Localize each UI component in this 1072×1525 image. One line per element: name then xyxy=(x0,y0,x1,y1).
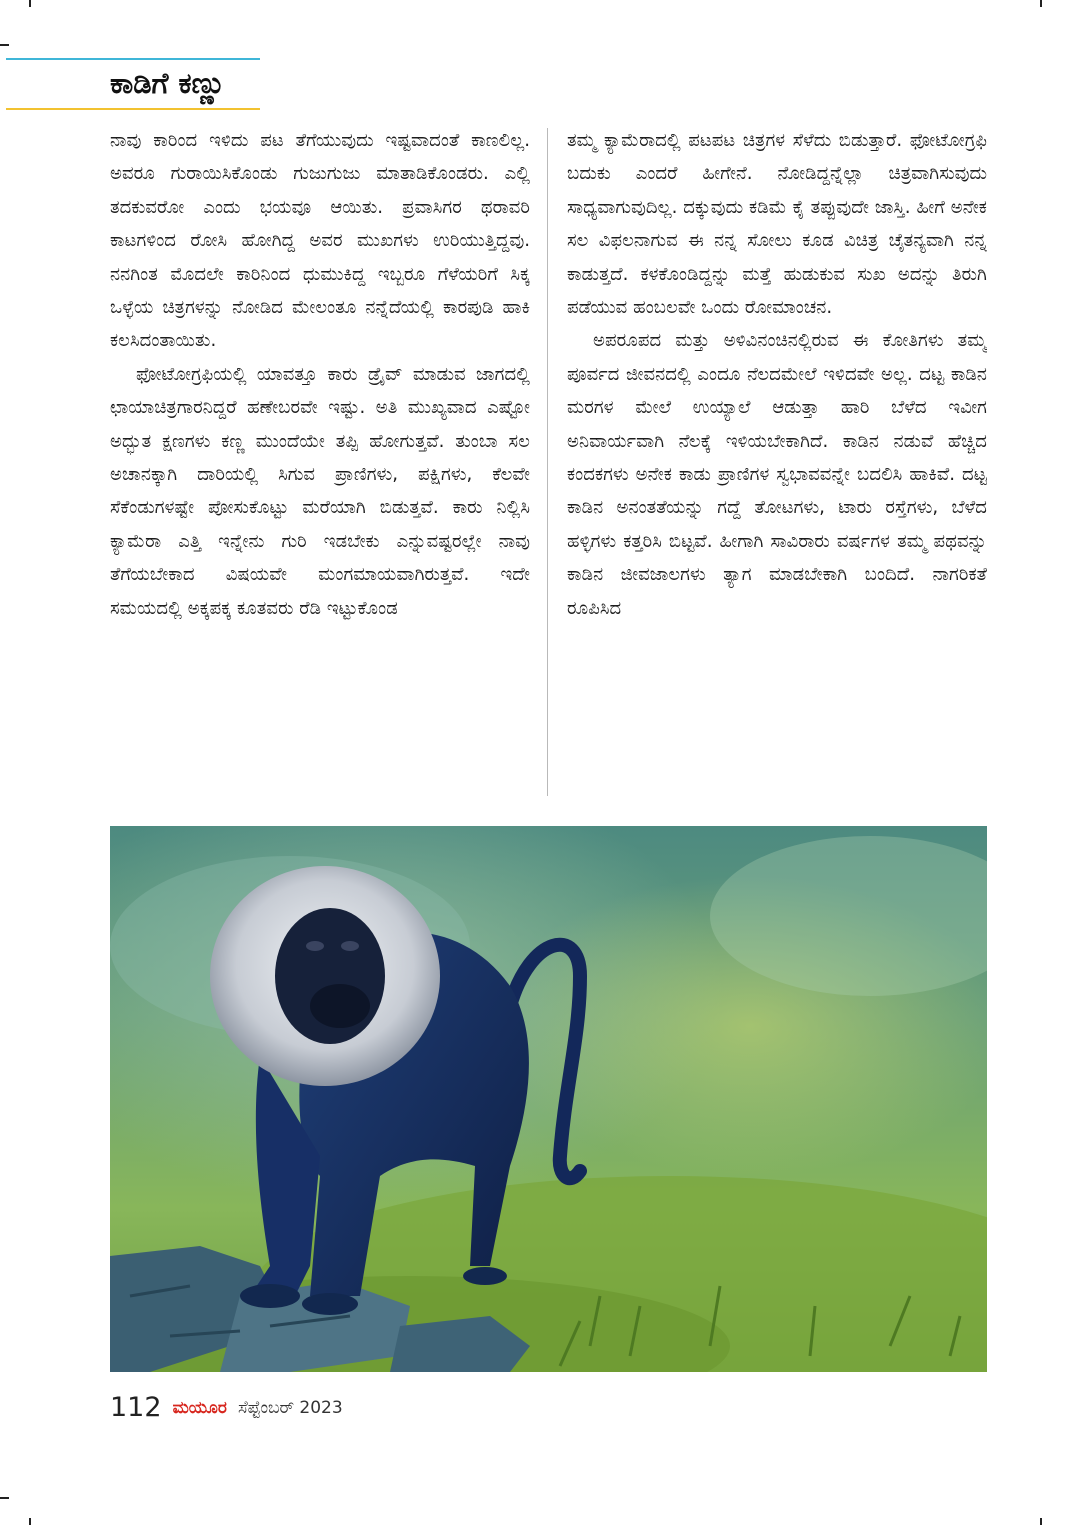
crop-mark xyxy=(29,0,31,7)
section-header xyxy=(0,58,260,110)
paragraph: ನಾವು ಕಾರಿಂದ ಇಳಿದು ಪಟ ತೆಗೆಯುವುದು ಇಷ್ಟವಾದಂತೆ ಕಾಣಲಿಲ್ಲ. ಅವರೂ ಗುರಾಯಿಸಿಕೊಂಡು ಗುಜುಗುಜು ಮಾತಾಡಿಕೊಂಡರು. ಎಲ್ಲಿ ತದಕುವರೋ ಎಂದು ಭಯವೂ ಆಯಿತು. ಪ್ರವಾಸಿಗರ ಥರಾವರಿ ಕಾಟಗಳಿಂದ ರೋಸಿ ಹೋಗಿದ್ದ ಅವರ ಮುಖಗಳು ಉರಿಯುತ್ತಿದ್ದವು. ನನಗಿಂತ ಮೊದಲೇ ಕಾರಿನಿಂದ ಧುಮುಕಿದ್ದ ಇಬ್ಬರೂ ಗೆಳೆಯರಿಗೆ ಸಿಕ್ಕ ಒಳ್ಳೆಯ ಚಿತ್ರಗಳನ್ನು ನೋಡಿದ ಮೇಲಂತೂ ನನ್ನೆದೆಯಲ್ಲಿ ಕಾರಪುಡಿ ಹಾಕಿ ಕಲಸಿದಂತಾಯಿತು. xyxy=(110,130,530,352)
column-divider xyxy=(547,128,548,796)
crop-mark xyxy=(0,44,9,46)
header-rule-bottom xyxy=(6,108,260,110)
magazine-name: ಮಯೂರ xyxy=(172,1397,227,1418)
header-rule-top xyxy=(6,58,260,60)
page-footer xyxy=(110,1392,343,1432)
page-number: 112 xyxy=(110,1392,162,1423)
crop-mark xyxy=(1040,1518,1042,1525)
paragraph: ತಮ್ಮ ಕ್ಯಾಮೆರಾದಲ್ಲಿ ಪಟಪಟ ಚಿತ್ರಗಳ ಸೆಳೆದು ಬಿಡುತ್ತಾರೆ. ಫೋಟೋಗ್ರಫಿ ಬದುಕು ಎಂದರೆ ಹೀಗೇನೆ. ನೋಡಿದ್ದನ್ನೆಲ್ಲಾ ಚಿತ್ರವಾಗಿಸುವುದು ಸಾಧ್ಯವಾಗುವುದಿಲ್ಲ. ದಕ್ಕುವುದು ಕಡಿಮೆ ಕೈ ತಪ್ಪುವುದೇ ಜಾಸ್ತಿ. ಹೀಗೆ ಅನೇಕ ಸಲ ವಿಫಲನಾಗುವ ಈ ನನ್ನ ಸೋಲು ಕೂಡ ವಿಚಿತ್ರ ಚೈತನ್ಯವಾಗಿ ನನ್ನ ಕಾಡುತ್ತದೆ. ಕಳಕೊಂಡಿದ್ದನ್ನು ಮತ್ತೆ ಹುಡುಕುವ ಸುಖ ಅದನ್ನು ತಿರುಗಿ ಪಡೆಯುವ ಹಂಬಲವೇ ಒಂದು ರೋಮಾಂಚನ. xyxy=(567,130,987,319)
paragraph: ಫೋಟೋಗ್ರಫಿಯಲ್ಲಿ ಯಾವತ್ತೂ ಕಾರು ಡ್ರೈವ್ ಮಾಡುವ ಜಾಗದಲ್ಲಿ ಛಾಯಾಚಿತ್ರಗಾರನಿದ್ದರೆ ಹಣೇಬರವೇ ಇಷ್ಟು. ಅತಿ ಮುಖ್ಯವಾದ ಎಷ್ಟೋ ಅದ್ಭುತ ಕ್ಷಣಗಳು ಕಣ್ಣ ಮುಂದೆಯೇ ತಪ್ಪಿ ಹೋಗುತ್ತವೆ. ತುಂಬಾ ಸಲ ಅಚಾನಕ್ಕಾಗಿ ದಾರಿಯಲ್ಲಿ ಸಿಗುವ ಪ್ರಾಣಿಗಳು, ಪಕ್ಷಿಗಳು, ಕೆಲವೇ ಸೆಕೆಂಡುಗಳಷ್ಟೇ ಪೋಸುಕೊಟ್ಟು ಮರೆಯಾಗಿ ಬಿಡುತ್ತವೆ. ಕಾರು ನಿಲ್ಲಿಸಿ ಕ್ಯಾಮೆರಾ ಎತ್ತಿ ಇನ್ನೇನು ಗುರಿ ಇಡಬೇಕು ಎನ್ನುವಷ್ಟರಲ್ಲೇ ನಾವು ತೆಗೆಯಬೇಕಾದ ವಿಷಯವೇ ಮಂಗಮಾಯವಾಗಿರುತ್ತವೆ. ಇದೇ ಸಮಯದಲ್ಲಿ ಅಕ್ಕಪಕ್ಕ ಕೂತವರು ರೆಡಿ ಇಟ್ಟುಕೊಂಡ xyxy=(110,363,530,619)
crop-mark xyxy=(0,1497,9,1499)
macaque-photo xyxy=(110,826,987,1372)
text-column-left xyxy=(110,124,530,800)
crop-mark xyxy=(29,1518,31,1525)
section-title: ಕಾಡಿಗೆ ಕಣ್ಣು xyxy=(110,66,226,100)
text-column-right xyxy=(567,124,987,800)
paragraph: ಅಪರೂಪದ ಮತ್ತು ಅಳಿವಿನಂಚಿನಲ್ಲಿರುವ ಈ ಕೋತಿಗಳು ತಮ್ಮ ಪೂರ್ವದ ಜೀವನದಲ್ಲಿ ಎಂದೂ ನೆಲದಮೇಲೆ ಇಳಿದವೇ ಅಲ್ಲ. ದಟ್ಟ ಕಾಡಿನ ಮರಗಳ ಮೇಲೆ ಉಯ್ಯಾಲೆ ಆಡುತ್ತಾ ಹಾರಿ ಬೆಳೆದ ಇವೀಗ ಅನಿವಾರ್ಯವಾಗಿ ನೆಲಕ್ಕೆ ಇಳಿಯಬೇಕಾಗಿದೆ. ಕಾಡಿನ ನಡುವೆ ಹೆಚ್ಚಿದ ಕಂದಕಗಳು ಅನೇಕ ಕಾಡು ಪ್ರಾಣಿಗಳ ಸ್ವಭಾವವನ್ನೇ ಬದಲಿಸಿ ಹಾಕಿವೆ. ದಟ್ಟ ಕಾಡಿನ ಅನಂತತೆಯನ್ನು ಗದ್ದೆ ತೋಟಗಳು, ಟಾರು ರಸ್ತೆಗಳು, ಬೆಳೆದ ಹಳ್ಳಿಗಳು ಕತ್ತರಿಸಿ ಬಿಟ್ಟವೆ. ಹೀಗಾಗಿ ಸಾವಿರಾರು ವರ್ಷಗಳ ತಮ್ಮ ಪಥವನ್ನು ಕಾಡಿನ ಜೀವಜಾಲಗಳು ತ್ಯಾಗ ಮಾಡಬೇಕಾಗಿ ಬಂದಿದೆ. ನಾಗರಿಕತೆ ರೂಪಿಸಿದ xyxy=(567,330,987,619)
issue-date: ಸೆಪ್ಟೆಂಬರ್ 2023 xyxy=(237,1397,343,1418)
crop-mark xyxy=(1040,0,1042,7)
macaque-illustration xyxy=(110,826,987,1372)
